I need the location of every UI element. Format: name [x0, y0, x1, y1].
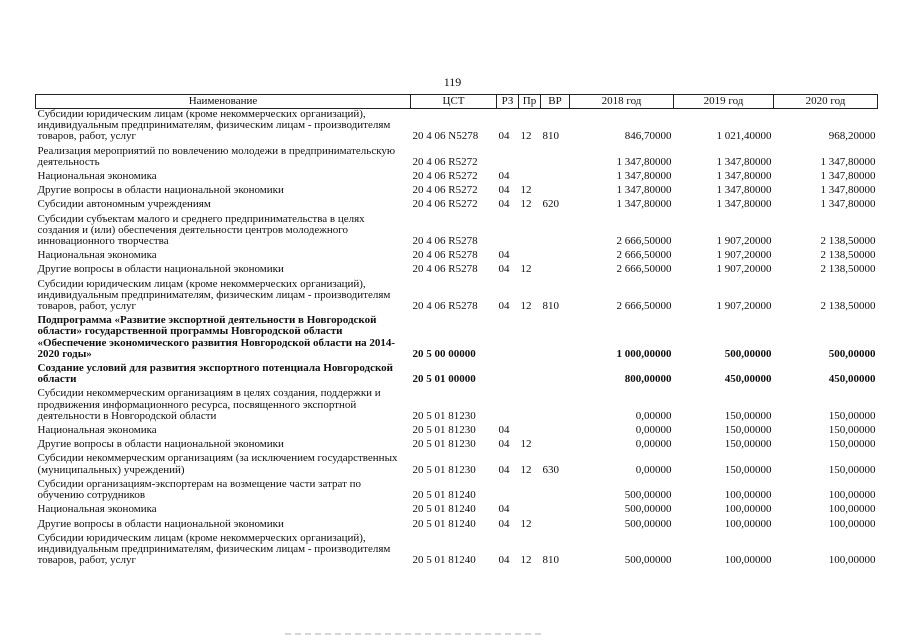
cell-vr: 810 — [542, 130, 559, 143]
cell-pr: 12 — [520, 517, 532, 530]
cell-pr — [519, 146, 541, 171]
cell-y2020: 150,00000 — [828, 424, 876, 437]
cell-y2018: 500,00000 — [624, 554, 672, 567]
cell-vr — [541, 264, 570, 278]
cell-name: Реализация мероприятий по вовлечению молодежи в предпринимательскую деятельность — [37, 144, 396, 168]
cell-y2020: 150,00000 — [828, 409, 876, 422]
cell-vr — [541, 315, 570, 363]
cell-rz — [497, 363, 519, 388]
cell-y2019: 100,00000 — [724, 503, 772, 516]
cell-name: Национальная экономика — [37, 249, 157, 262]
cell-y2020: 2 138,50000 — [820, 300, 876, 313]
cell-rz: 04 — [498, 300, 510, 313]
cell-y2020: 100,00000 — [828, 503, 876, 516]
cell-y2020: 1 347,80000 — [820, 170, 876, 183]
cell-rz — [497, 479, 519, 504]
cell-vr — [541, 425, 570, 439]
table-row — [36, 425, 878, 439]
cell-y2019: 100,00000 — [724, 517, 772, 530]
cell-y2020: 968,20000 — [828, 130, 876, 143]
table-row — [36, 264, 878, 278]
cell-name: Субсидии автономным учреждениям — [37, 198, 211, 211]
cell-y2018: 1 347,80000 — [616, 155, 672, 168]
cell-rz: 04 — [498, 170, 510, 183]
cell-y2018: 2 666,50000 — [616, 263, 672, 276]
cell-pr: 12 — [520, 438, 532, 451]
cell-pr: 12 — [520, 300, 532, 313]
cell-cst: 20 4 06 R5278 — [412, 300, 478, 313]
cell-cst: 20 5 01 81240 — [412, 489, 476, 502]
cell-vr: 630 — [542, 463, 559, 476]
cell-cst: 20 4 06 R5278 — [412, 263, 478, 276]
cell-rz: 04 — [498, 130, 510, 143]
cell-y2019: 1 907,20000 — [716, 235, 772, 248]
cell-vr — [541, 439, 570, 453]
cell-cst: 20 5 01 81230 — [412, 438, 476, 451]
cell-y2020: 2 138,50000 — [820, 249, 876, 262]
cell-pr — [519, 363, 541, 388]
table-row — [36, 250, 878, 264]
cell-y2018: 500,00000 — [624, 517, 672, 530]
table-row — [36, 109, 878, 146]
table-row — [36, 363, 878, 388]
cell-vr: 810 — [542, 554, 559, 567]
cell-y2020: 2 138,50000 — [820, 263, 876, 276]
cell-name: Субсидии некоммерческим организациям (за исключением государственных (муниципальных) учреждений) — [37, 452, 398, 476]
cell-cst: 20 4 06 R5272 — [412, 198, 478, 211]
cell-pr — [519, 250, 541, 264]
table-row — [36, 479, 878, 504]
cell-pr — [519, 171, 541, 185]
table-row — [36, 519, 878, 533]
cell-rz: 04 — [498, 249, 510, 262]
budget-table — [35, 94, 878, 569]
header-vr: ВР — [541, 95, 570, 109]
cell-y2019: 1 347,80000 — [716, 170, 772, 183]
cell-cst: 20 5 01 81240 — [412, 503, 476, 516]
cell-name: Создание условий для развития экспортного потенциала Новгородской области — [37, 362, 393, 386]
cell-pr — [519, 425, 541, 439]
scan-artifact — [285, 633, 545, 635]
cell-cst: 20 5 01 81230 — [412, 463, 476, 476]
cell-y2020: 100,00000 — [828, 554, 876, 567]
cell-pr — [519, 504, 541, 518]
cell-y2018: 0,00000 — [635, 438, 672, 451]
cell-name: Субсидии организациям-экспортерам на возмещение части затрат по обучению сотрудников — [37, 477, 362, 502]
cell-name: Субсидии юридическим лицам (кроме некоммерческих организаций), индивидуальным предпринимателям, физическим лицам - производителям товаров, работ, услуг — [37, 531, 391, 567]
table-row — [36, 453, 878, 478]
cell-vr — [541, 479, 570, 504]
header-pr: Пр — [519, 95, 541, 109]
cell-y2018: 1 347,80000 — [616, 198, 672, 211]
header-2018: 2018 год — [570, 95, 674, 109]
cell-rz: 04 — [498, 424, 510, 437]
table-row — [36, 146, 878, 171]
cell-cst: 20 4 06 R5278 — [412, 235, 478, 248]
cell-vr: 620 — [542, 198, 559, 211]
header-cst: ЦСТ — [411, 95, 497, 109]
cell-pr — [519, 479, 541, 504]
cell-y2020: 100,00000 — [828, 517, 876, 530]
cell-y2018: 2 666,50000 — [616, 235, 672, 248]
cell-y2019: 1 907,20000 — [716, 263, 772, 276]
page-number: 119 — [443, 75, 462, 89]
cell-y2018: 1 347,80000 — [616, 184, 672, 197]
cell-cst: 20 5 01 81240 — [412, 554, 476, 567]
table-body — [36, 109, 878, 570]
cell-y2019: 150,00000 — [724, 463, 772, 476]
cell-name: Национальная экономика — [37, 170, 157, 183]
cell-y2018: 846,70000 — [624, 130, 672, 143]
cell-y2019: 150,00000 — [724, 424, 772, 437]
cell-rz: 04 — [498, 438, 510, 451]
cell-rz — [497, 214, 519, 251]
table-row — [36, 504, 878, 518]
cell-cst: 20 4 06 R5272 — [412, 155, 478, 168]
cell-vr — [541, 171, 570, 185]
cell-y2020: 1 347,80000 — [820, 184, 876, 197]
cell-name: Субсидии некоммерческим организациям в целях создания, поддержки и продвижения информационного ресурса, посвященного экспортной деятельности в Новгородской области — [37, 387, 381, 422]
cell-y2019: 100,00000 — [724, 554, 772, 567]
cell-y2019: 150,00000 — [724, 438, 772, 451]
cell-y2018: 1 347,80000 — [616, 170, 672, 183]
cell-rz — [497, 388, 519, 425]
cell-name: Субсидии субъектам малого и среднего предпринимательства в целях создания и (или) обеспечения деятельности центров молодежного инновационного творчества — [37, 212, 365, 248]
cell-cst: 20 4 06 R5272 — [412, 184, 478, 197]
table-row — [36, 214, 878, 251]
cell-vr: 810 — [542, 300, 559, 313]
cell-pr: 12 — [520, 184, 532, 197]
cell-cst: 20 4 06 N5278 — [412, 130, 479, 143]
cell-cst: 20 4 06 R5272 — [412, 170, 478, 183]
cell-pr — [519, 315, 541, 363]
header-name: Наименование — [36, 95, 411, 109]
cell-cst: 20 5 01 81240 — [412, 517, 476, 530]
cell-vr — [541, 214, 570, 251]
cell-y2020: 450,00000 — [828, 373, 876, 386]
table-row — [36, 533, 878, 570]
cell-y2019: 1 907,20000 — [716, 249, 772, 262]
cell-y2018: 800,00000 — [624, 373, 672, 386]
table-row — [36, 279, 878, 316]
cell-y2020: 150,00000 — [828, 463, 876, 476]
cell-name: Другие вопросы в области национальной экономики — [37, 438, 284, 451]
cell-y2020: 100,00000 — [828, 489, 876, 502]
header-rz: РЗ — [497, 95, 519, 109]
cell-y2019: 500,00000 — [724, 347, 772, 360]
cell-pr: 12 — [520, 263, 532, 276]
cell-y2018: 0,00000 — [635, 463, 672, 476]
cell-vr — [541, 363, 570, 388]
cell-y2019: 1 347,80000 — [716, 198, 772, 211]
table-header-row — [36, 95, 878, 109]
table-row — [36, 315, 878, 363]
cell-y2019: 1 907,20000 — [716, 300, 772, 313]
cell-y2020: 150,00000 — [828, 438, 876, 451]
cell-rz: 04 — [498, 198, 510, 211]
cell-y2020: 1 347,80000 — [820, 155, 876, 168]
cell-cst: 20 5 01 00000 — [412, 373, 476, 386]
cell-y2020: 500,00000 — [828, 347, 876, 360]
cell-name: Подпрограмма «Развитие экспортной деятельности в Новгородской области» государственной программы Новгородской области «Обеспечение экономического развития Новгородской области на 2014-2020 годы» — [37, 314, 396, 360]
cell-name: Национальная экономика — [37, 424, 157, 437]
cell-y2020: 1 347,80000 — [820, 198, 876, 211]
cell-name: Другие вопросы в области национальной экономики — [37, 184, 284, 197]
cell-vr — [541, 504, 570, 518]
cell-rz — [497, 315, 519, 363]
cell-y2018: 0,00000 — [635, 409, 672, 422]
cell-y2019: 1 347,80000 — [716, 184, 772, 197]
cell-pr — [519, 388, 541, 425]
cell-pr — [519, 214, 541, 251]
cell-y2018: 1 000,00000 — [616, 347, 672, 360]
cell-name: Национальная экономика — [37, 503, 157, 516]
cell-name: Субсидии юридическим лицам (кроме некоммерческих организаций), индивидуальным предпринимателям, физическим лицам - производителям товаров, работ, услуг — [37, 277, 391, 313]
cell-y2019: 1 021,40000 — [716, 130, 772, 143]
cell-y2019: 150,00000 — [724, 409, 772, 422]
cell-vr — [541, 146, 570, 171]
cell-pr: 12 — [520, 130, 532, 143]
cell-cst: 20 4 06 R5278 — [412, 249, 478, 262]
cell-rz: 04 — [498, 463, 510, 476]
cell-pr: 12 — [520, 554, 532, 567]
cell-cst: 20 5 01 81230 — [412, 424, 476, 437]
cell-vr — [541, 519, 570, 533]
cell-y2019: 100,00000 — [724, 489, 772, 502]
cell-name: Другие вопросы в области национальной экономики — [37, 517, 284, 530]
cell-rz: 04 — [498, 554, 510, 567]
header-2020: 2020 год — [774, 95, 878, 109]
table-row — [36, 439, 878, 453]
table-row — [36, 388, 878, 425]
cell-vr — [541, 388, 570, 425]
cell-y2019: 450,00000 — [724, 373, 772, 386]
cell-y2018: 2 666,50000 — [616, 249, 672, 262]
cell-rz: 04 — [498, 263, 510, 276]
cell-pr: 12 — [520, 463, 532, 476]
table-row — [36, 199, 878, 213]
table-row — [36, 171, 878, 185]
cell-pr: 12 — [520, 198, 532, 211]
cell-rz: 04 — [498, 184, 510, 197]
cell-y2018: 500,00000 — [624, 489, 672, 502]
cell-name: Другие вопросы в области национальной экономики — [37, 263, 284, 276]
cell-rz: 04 — [498, 517, 510, 530]
cell-y2018: 2 666,50000 — [616, 300, 672, 313]
table-row — [36, 185, 878, 199]
cell-y2020: 2 138,50000 — [820, 235, 876, 248]
cell-cst: 20 5 01 81230 — [412, 409, 476, 422]
cell-y2019: 1 347,80000 — [716, 155, 772, 168]
cell-rz — [497, 146, 519, 171]
cell-cst: 20 5 00 00000 — [412, 347, 476, 360]
header-2019: 2019 год — [674, 95, 774, 109]
cell-vr — [541, 185, 570, 199]
cell-rz: 04 — [498, 503, 510, 516]
cell-y2018: 500,00000 — [624, 503, 672, 516]
cell-vr — [541, 250, 570, 264]
cell-y2018: 0,00000 — [635, 424, 672, 437]
cell-name: Субсидии юридическим лицам (кроме некоммерческих организаций), индивидуальным предпринимателям, физическим лицам - производителям товаров, работ, услуг — [37, 108, 391, 143]
